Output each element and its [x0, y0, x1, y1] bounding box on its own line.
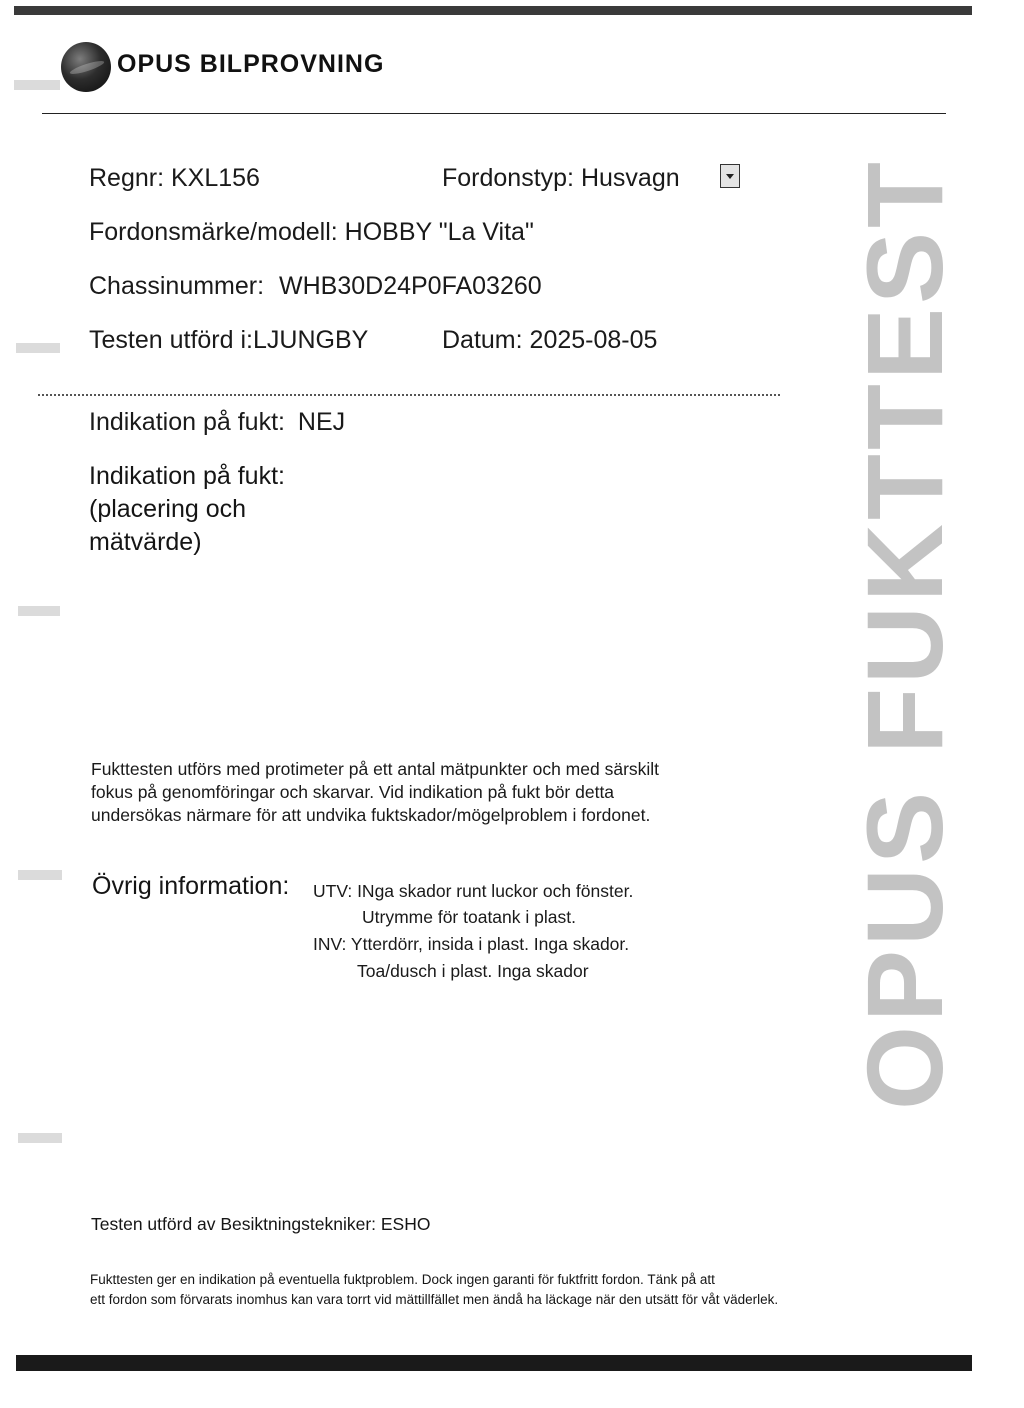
disclaimer-line: ett fordon som förvarats inomhus kan vara torrt vid mättillfället men ändå ha läckage när den utsätt för våt väderlek.: [90, 1292, 779, 1307]
model-value: HOBBY "La Vita": [344, 218, 534, 246]
placement-label-line: (placering och: [89, 495, 247, 523]
date-row: [442, 326, 657, 355]
other-info-line: Utrymme för toatank i plast.: [362, 907, 576, 927]
model-label: Fordonsmärke/modell:: [89, 218, 338, 246]
location-row: [89, 326, 368, 355]
scan-artifact: [18, 606, 60, 616]
moisture-indication-row: [89, 408, 345, 437]
moisture-indication-value: NEJ: [297, 408, 346, 436]
paragraph-line: fokus på genomföringar och skarvar. Vid indikation på fukt bör detta: [91, 782, 615, 802]
fordonstyp-label: Fordonstyp:: [442, 164, 575, 192]
moisture-placement-label: [89, 460, 285, 559]
technician-line: Testen utförd av Besiktningstekniker: ESHO: [91, 1214, 431, 1234]
placement-label-line: Indikation på fukt:: [89, 462, 285, 490]
regnr-value: KXL156: [171, 164, 260, 192]
location-value: LJUNGBY: [252, 326, 369, 354]
paragraph-line: Fukttesten utförs med protimeter på ett antal mätpunkter och med särskilt: [91, 759, 660, 779]
fordonstyp-row: [442, 164, 680, 193]
brand-name: OPUS BILPROVNING: [117, 50, 385, 78]
other-info-line: INV: Ytterdörr, insida i plast. Inga skador.: [313, 934, 630, 954]
watermark-text: OPUS FUKTTEST: [844, 157, 965, 1110]
scan-artifact: [18, 870, 62, 880]
scan-artifact: [14, 80, 60, 90]
scan-artifact: [18, 1133, 62, 1143]
paragraph-line: undersökas närmare för att undvika fuktskador/mögelproblem i fordonet.: [91, 805, 651, 825]
chevron-down-icon: [726, 174, 734, 179]
regnr-row: [89, 164, 260, 193]
test-info-paragraph: [91, 758, 659, 827]
bottom-border-bar: [16, 1355, 972, 1371]
other-info-line: UTV: INga skador runt luckor och fönster.: [313, 881, 634, 901]
placement-label-line: mätvärde): [89, 528, 202, 556]
other-info-label: Övrig information:: [92, 872, 290, 900]
chassis-row: [89, 272, 542, 301]
company-logo: [61, 42, 111, 92]
regnr-label: Regnr:: [89, 164, 165, 192]
date-value: 2025-08-05: [529, 326, 658, 354]
scan-artifact: [16, 343, 60, 353]
top-border-bar: [14, 6, 972, 15]
date-label: Datum:: [442, 326, 523, 354]
disclaimer-line: Fukttesten ger en indikation på eventuella fuktproblem. Dock ingen garanti för fuktfritt fordon. Tänk på att: [90, 1272, 715, 1287]
fordonstyp-value: Husvagn: [580, 164, 680, 192]
disclaimer: [90, 1270, 778, 1310]
moisture-indication-label: Indikation på fukt:: [89, 408, 285, 436]
header-divider: [42, 113, 946, 114]
chassis-label: Chassinummer:: [89, 272, 265, 300]
chassis-value: WHB30D24P0FA03260: [279, 272, 542, 300]
section-divider: [38, 394, 780, 396]
model-row: [89, 218, 534, 247]
fordonstyp-dropdown-button[interactable]: [720, 164, 740, 188]
other-info-line: Toa/dusch i plast. Inga skador: [357, 961, 589, 981]
location-label: Testen utförd i:: [89, 326, 253, 354]
